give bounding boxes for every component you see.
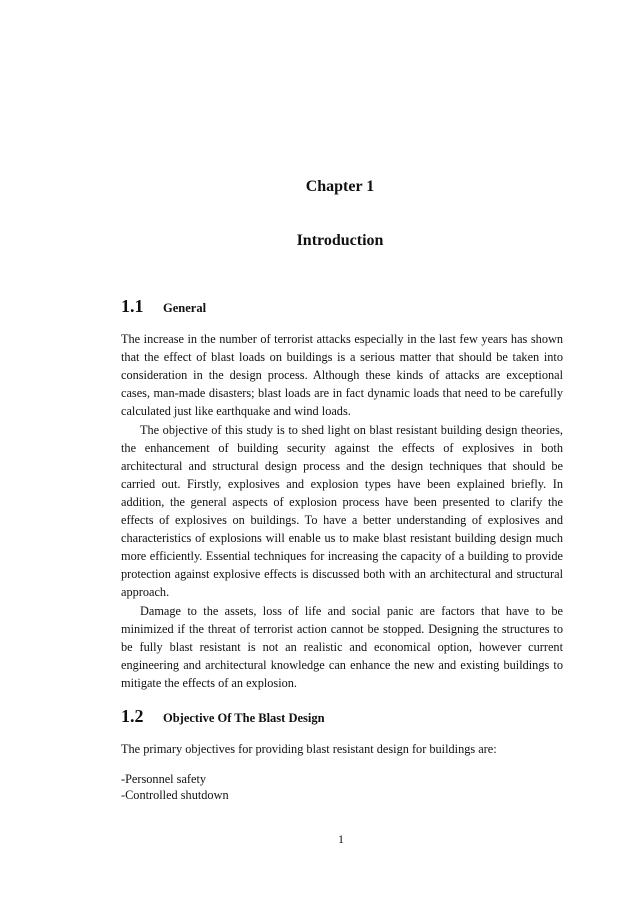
paragraph: The primary objectives for providing blast resistant design for buildings are:: [121, 742, 497, 756]
paragraph: Damage to the assets, loss of life and social panic are factors that have to be minimized if the threat of terrorist action cannot be stopped. Designing the structures to be fully blast resistant is not an realistic and economical option, however current engineering and architectural knowledge can enhance the new and existing buildings to mitigate the effects of an explosion.: [121, 604, 563, 690]
section-number: 1.2: [121, 706, 144, 726]
list-item: -Controlled shutdown: [121, 788, 229, 802]
section-number: 1.1: [121, 296, 144, 316]
chapter-label: Chapter 1: [305, 178, 375, 195]
page-number: 1: [338, 832, 344, 846]
section-title: Objective Of The Blast Design: [163, 711, 325, 725]
list-item: -Personnel safety: [121, 772, 207, 786]
paragraph: The increase in the number of terrorist attacks especially in the last few years has shown that the effect of blast loads on buildings is a serious matter that should be taken into consideration in the design process. Although these kinds of attacks are exceptional cases, man-made disasters; blast loads are in fact dynamic loads that need to be carefully calculated just like earthquake and wind loads.: [121, 332, 563, 418]
paragraph: The objective of this study is to shed light on blast resistant building design theories, the enhancement of building security against the effects of explosives in both architectural and structural design process and the design techniques that should be carried out. Firstly, explosives and explosion types have been explained briefly. In addition, the general aspects of explosion process have been presented to clarify the effects of explosives on buildings. To have a better understanding of explosives and characteristics of explosions will enable us to make blast resistant building design much more efficiently. Essential techniques for increasing the capacity of a building to provide protection against explosive effects is discussed both with an architectural and structural approach.: [121, 423, 563, 599]
section-heading-general: [121, 296, 563, 317]
chapter-title: Introduction: [296, 232, 384, 249]
section-title: General: [163, 301, 207, 315]
section-heading-objective: [121, 706, 563, 727]
